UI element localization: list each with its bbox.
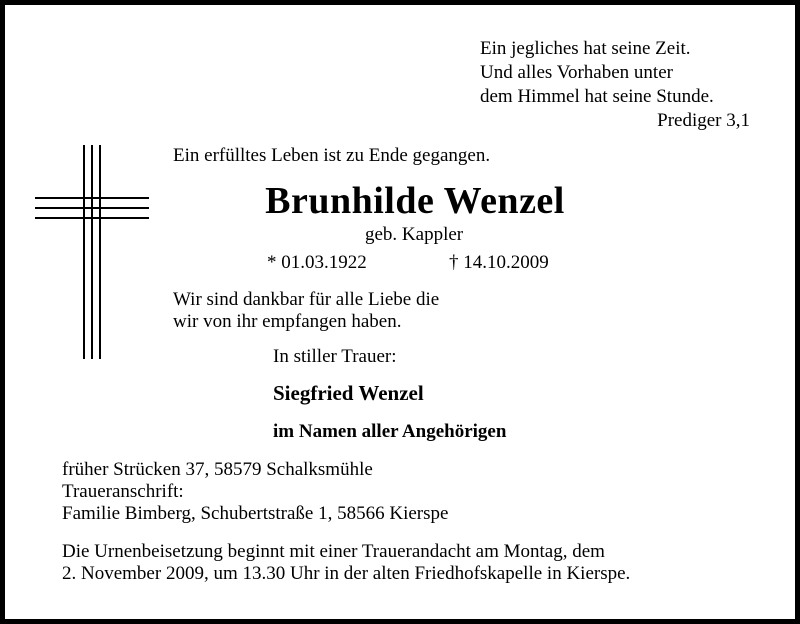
mourning-label: In stiller Trauer: <box>273 346 397 367</box>
address-line: früher Strücken 37, 58579 Schalksmühle <box>62 459 373 480</box>
address-line: Traueranschrift: <box>62 481 184 502</box>
quote-reference: Prediger 3,1 <box>657 110 750 131</box>
death-date: † 14.10.2009 <box>449 252 549 273</box>
quote-line: Und alles Vorhaben unter <box>480 62 673 83</box>
relatives-line: im Namen aller Angehörigen <box>273 421 507 442</box>
ceremony-line: Die Urnenbeisetzung beginnt mit einer Trauerandacht am Montag, dem <box>62 541 605 562</box>
address-line: Familie Bimberg, Schubertstraße 1, 58566 Kierspe <box>62 503 449 524</box>
quote-line: dem Himmel hat seine Stunde. <box>480 86 714 107</box>
thanks-line: wir von ihr empfangen haben. <box>173 311 402 332</box>
maiden-name: geb. Kappler <box>365 224 464 245</box>
intro-text: Ein erfülltes Leben ist zu Ende gegangen. <box>173 145 491 166</box>
bible-quote <box>480 37 750 133</box>
quote-line: Ein jegliches hat seine Zeit. <box>480 38 691 59</box>
thanks-line: Wir sind dankbar für alle Liebe die <box>173 289 440 310</box>
mourner-name: Siegfried Wenzel <box>273 381 424 405</box>
cross-icon <box>33 141 153 363</box>
birth-date: * 01.03.1922 <box>267 252 367 273</box>
deceased-name: Brunhilde Wenzel <box>265 180 565 222</box>
ceremony-line: 2. November 2009, um 13.30 Uhr in der alten Friedhofskapelle in Kierspe. <box>62 563 631 584</box>
